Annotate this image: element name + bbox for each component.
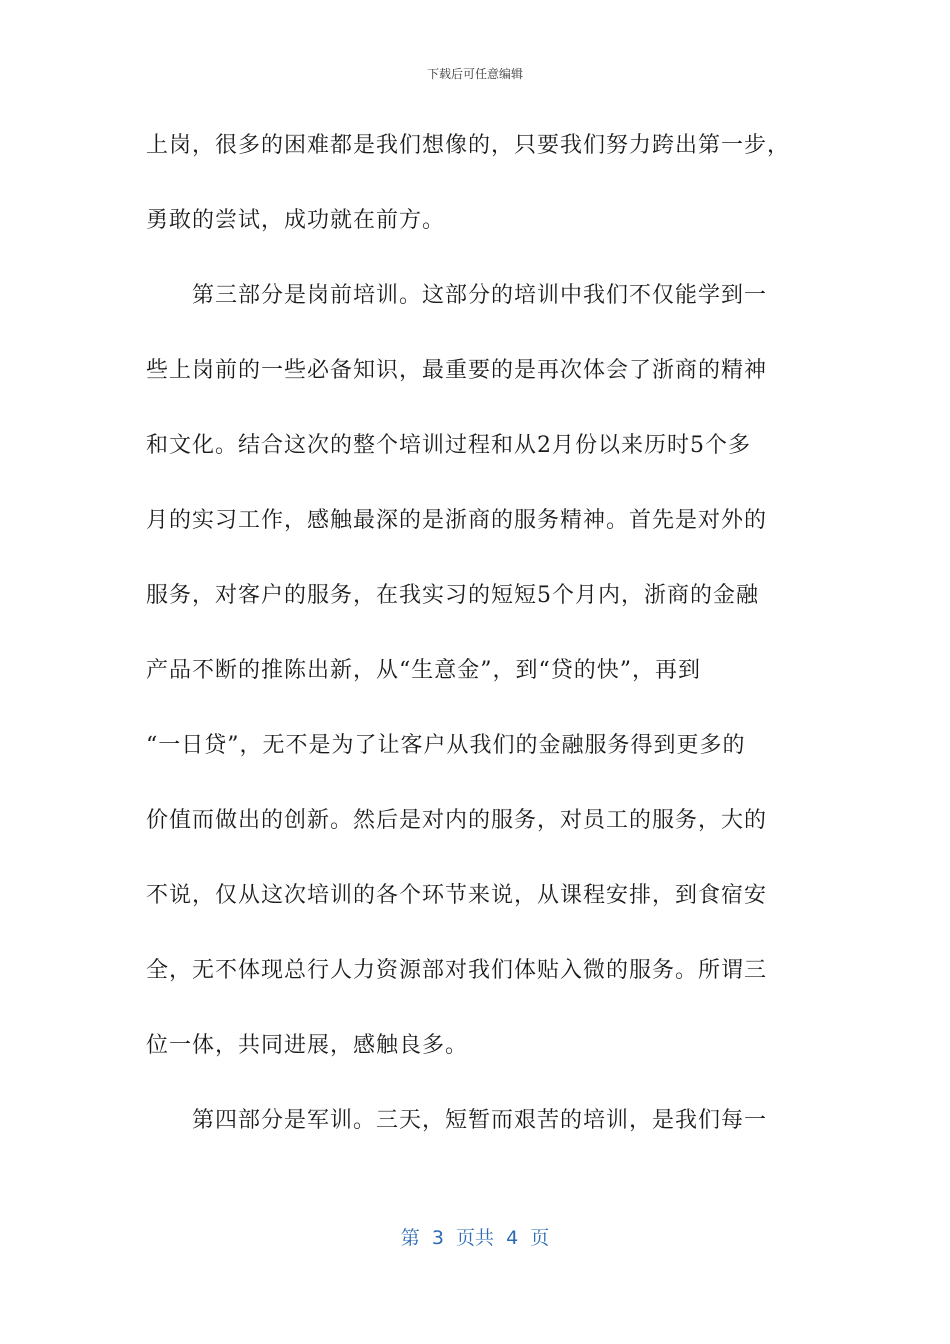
text-line: 上岗，很多的困难都是我们想像的，只要我们努力跨出第一步，	[146, 133, 791, 158]
text-line: 些上岗前的一些必备知识，最重要的是再次体会了浙商的精神	[146, 358, 768, 383]
text-line: 位一体，共同进展，感触良多。	[146, 1033, 469, 1058]
page-number-text: 第 3 页共 4 页	[400, 1227, 550, 1249]
paragraph-start-line: 第四部分是军训。三天，短暂而艰苦的培训，是我们每一	[192, 1108, 768, 1133]
paragraph-start-line: 第三部分是岗前培训。这部分的培训中我们不仅能学到一	[192, 283, 768, 308]
text-line: 产品不断的推陈出新，从“生意金”，到“贷的快”，再到	[146, 658, 701, 683]
text-line: 价值而做出的创新。然后是对内的服务，对员工的服务，大的	[146, 808, 768, 833]
text-line: “一日贷”，无不是为了让客户从我们的金融服务得到更多的	[146, 733, 746, 758]
text-line: 和文化。结合这次的整个培训过程和从2月份以来历时5个多	[146, 433, 751, 458]
text-line: 不说，仅从这次培训的各个环节来说，从课程安排，到食宿安	[146, 883, 768, 908]
document-body	[146, 118, 806, 1168]
page-number-footer	[0, 1226, 950, 1250]
text-line: 勇敢的尝试，成功就在前方。	[146, 208, 446, 233]
page-header: 下载后可任意编辑	[426, 67, 523, 81]
text-line: 服务，对客户的服务，在我实习的短短5个月内，浙商的金融	[146, 583, 759, 608]
text-line: 全，无不体现总行人力资源部对我们体贴入微的服务。所谓三	[146, 958, 768, 983]
text-line: 月的实习工作，感触最深的是浙商的服务精神。首先是对外的	[146, 508, 768, 533]
